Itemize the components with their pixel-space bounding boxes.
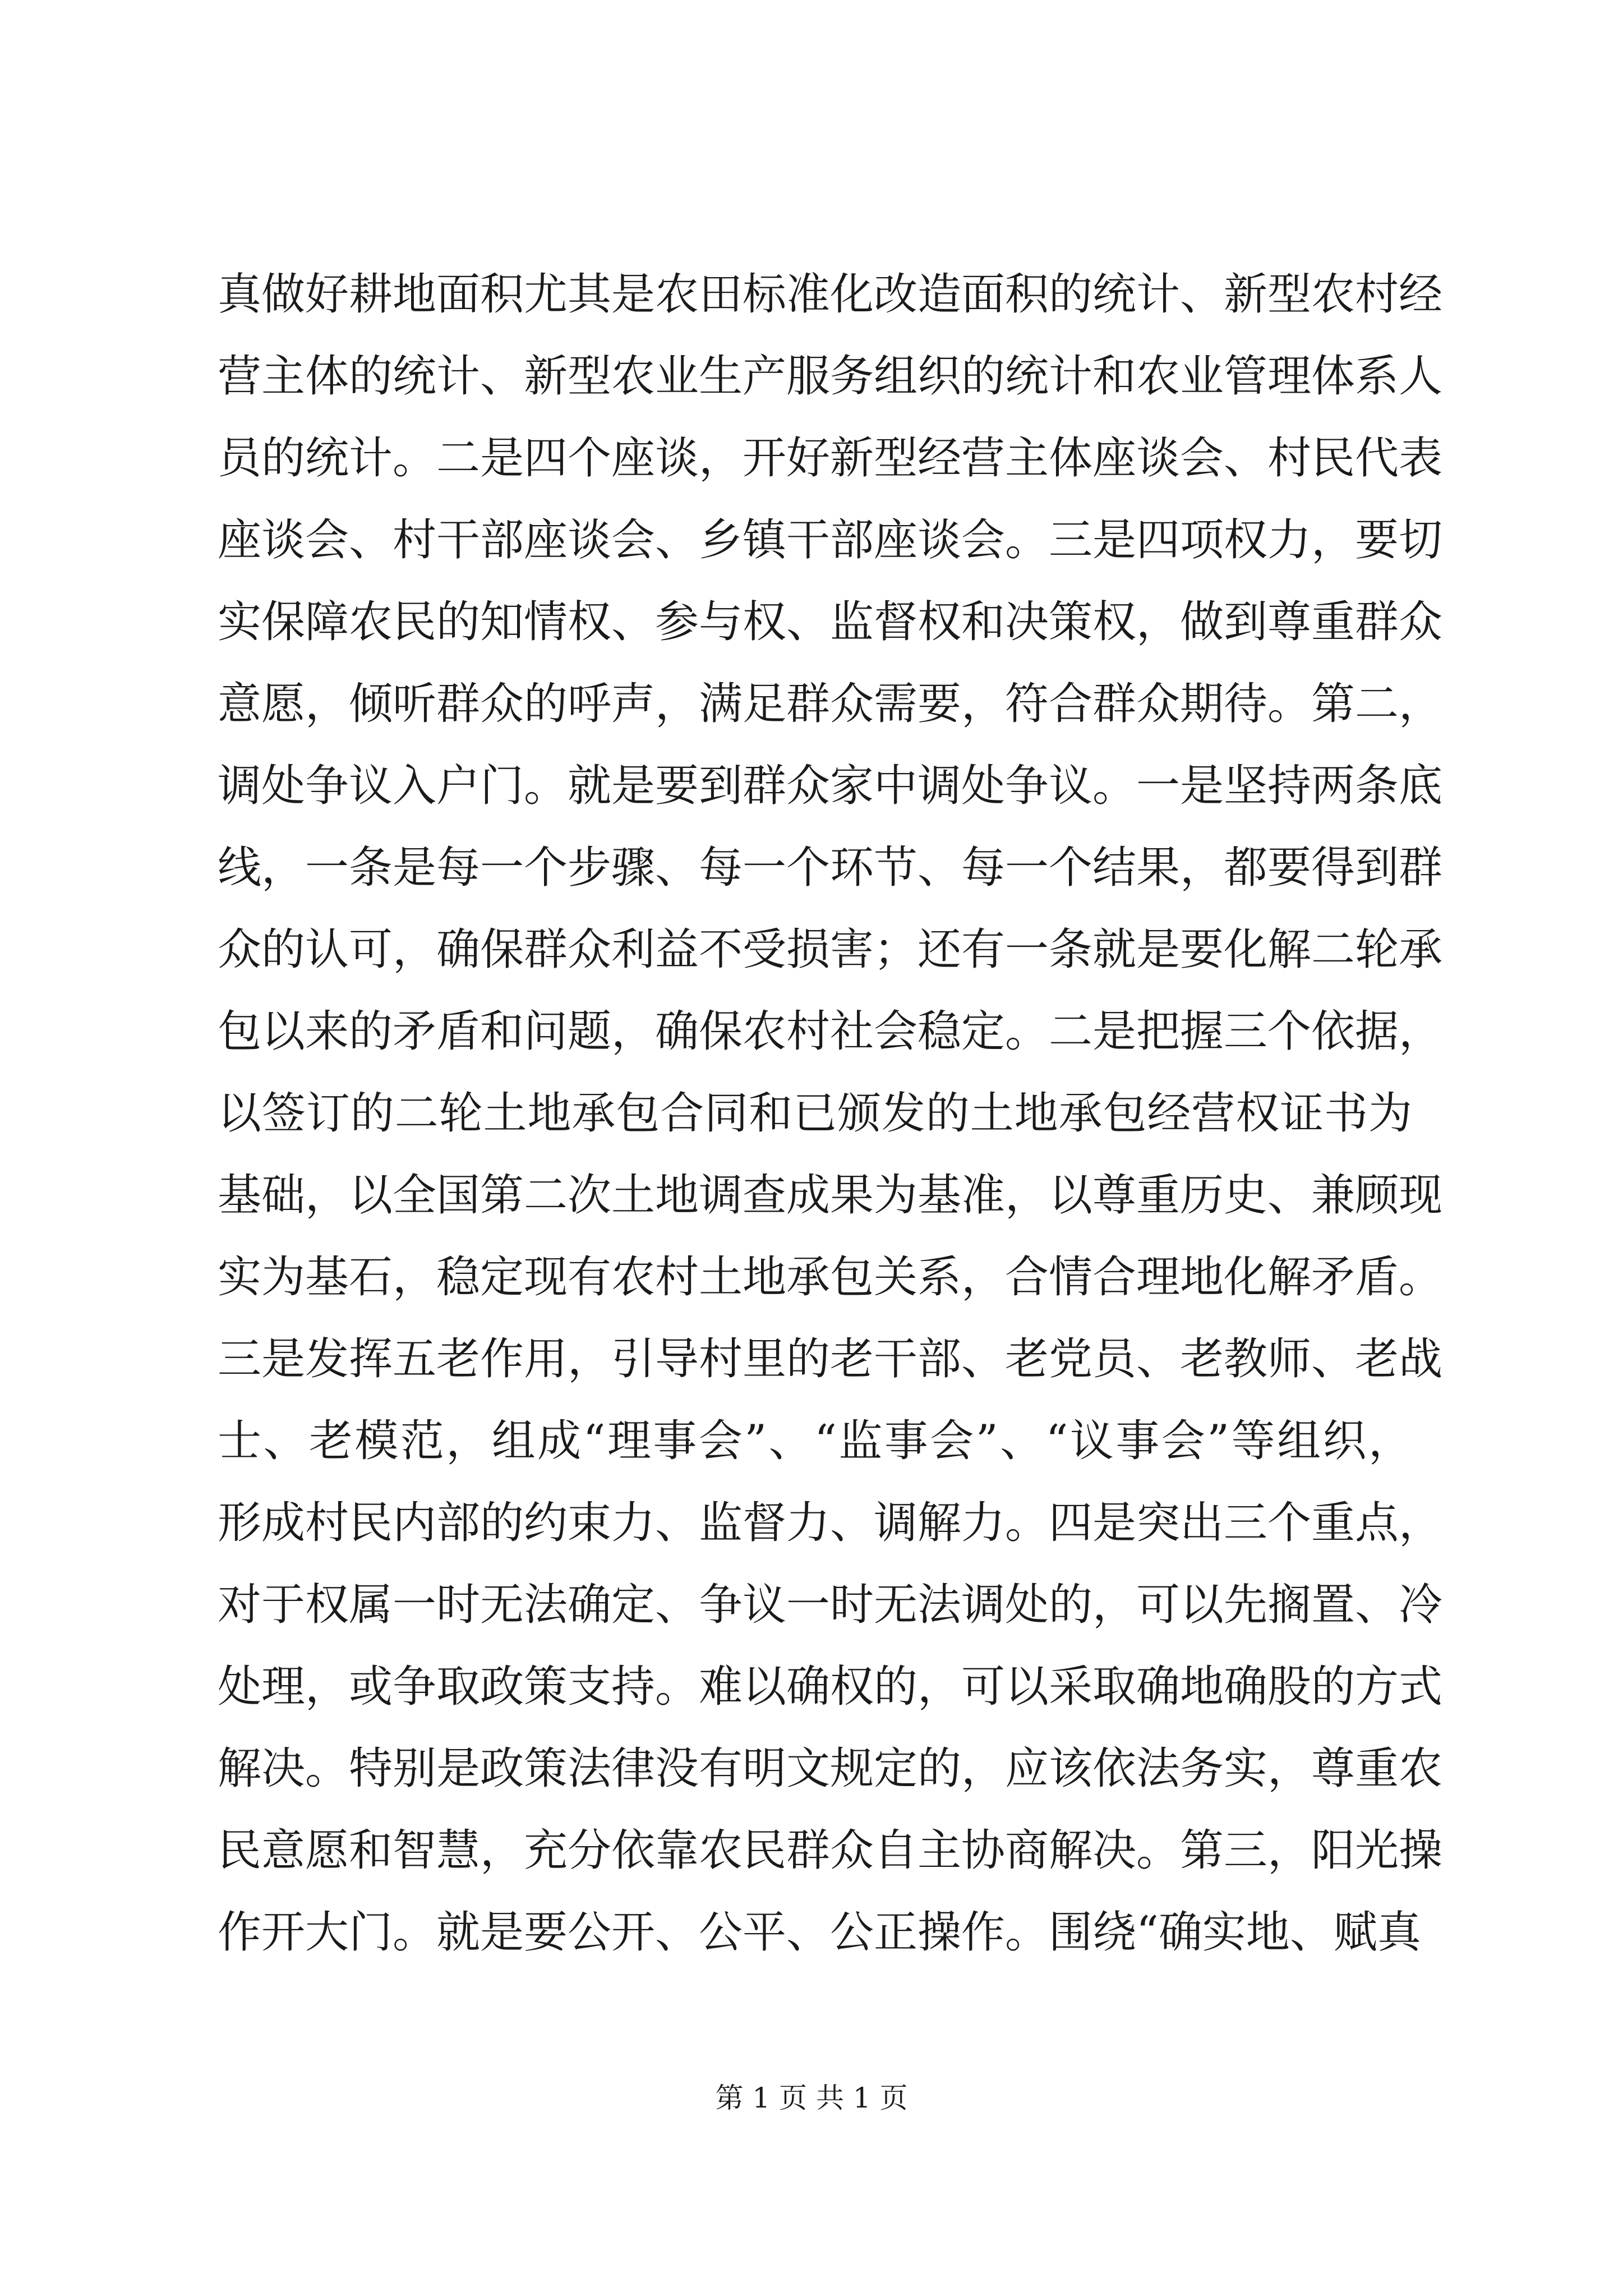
text-line: 员的统计。二是四个座谈，开好新型经营主体座谈会、村民代表 xyxy=(218,433,1443,484)
text-line: 营主体的统计、新型农业生产服务组织的统计和农业管理体系人 xyxy=(218,351,1443,402)
text-line: 真做好耕地面积尤其是农田标准化改造面积的统计、新型农村经 xyxy=(218,269,1443,320)
text-line: 实保障农民的知情权、参与权、监督权和决策权，做到尊重群众 xyxy=(218,597,1443,647)
text-line: 作开大门。就是要公开、公平、公正操作。围绕“确实地、赋真 xyxy=(218,1907,1421,1958)
text-line: 座谈会、村干部座谈会、乡镇干部座谈会。三是四项权力，要切 xyxy=(218,515,1443,565)
text-line: 民意愿和智慧，充分依靠农民群众自主协商解决。第三，阳光操 xyxy=(218,1825,1443,1876)
text-line: 线，一条是每一个步骤、每一个环节、每一个结果，都要得到群 xyxy=(218,843,1443,893)
text-line: 士、老模范，组成“理事会”、“监事会”、“议事会”等组织， xyxy=(218,1416,1412,1466)
text-line: 处理，或争取政策支持。难以确权的，可以采取确地确股的方式 xyxy=(218,1662,1443,1712)
text-line: 以签订的二轮土地承包合同和已颁发的土地承包经营权证书为 xyxy=(218,1088,1412,1139)
body-paragraph xyxy=(218,254,1443,1973)
text-line: 对于权属一时无法确定、争议一时无法调处的，可以先搁置、冷 xyxy=(218,1580,1443,1630)
text-line: 基础，以全国第二次土地调查成果为基准，以尊重历史、兼顾现 xyxy=(218,1170,1443,1221)
text-line: 调处争议入户门。就是要到群众家中调处争议。一是坚持两条底 xyxy=(218,761,1443,811)
text-line: 意愿，倾听群众的呼声，满足群众需要，符合群众期待。第二， xyxy=(218,679,1443,729)
text-line: 众的认可，确保群众利益不受损害；还有一条就是要化解二轮承 xyxy=(218,924,1443,975)
page-footer xyxy=(0,2078,1623,2118)
text-line: 形成村民内部的约束力、监督力、调解力。四是突出三个重点， xyxy=(218,1498,1443,1548)
text-line: 三是发挥五老作用，引导村里的老干部、老党员、老教师、老战 xyxy=(218,1334,1443,1384)
page-number-label: 第 1 页 共 1 页 xyxy=(715,2082,908,2114)
text-line: 包以来的矛盾和问题，确保农村社会稳定。二是把握三个依据， xyxy=(218,1006,1443,1057)
text-line: 实为基石，稳定现有农村土地承包关系，合情合理地化解矛盾。 xyxy=(218,1252,1443,1303)
text-line: 解决。特别是政策法律没有明文规定的，应该依法务实，尊重农 xyxy=(218,1743,1443,1794)
